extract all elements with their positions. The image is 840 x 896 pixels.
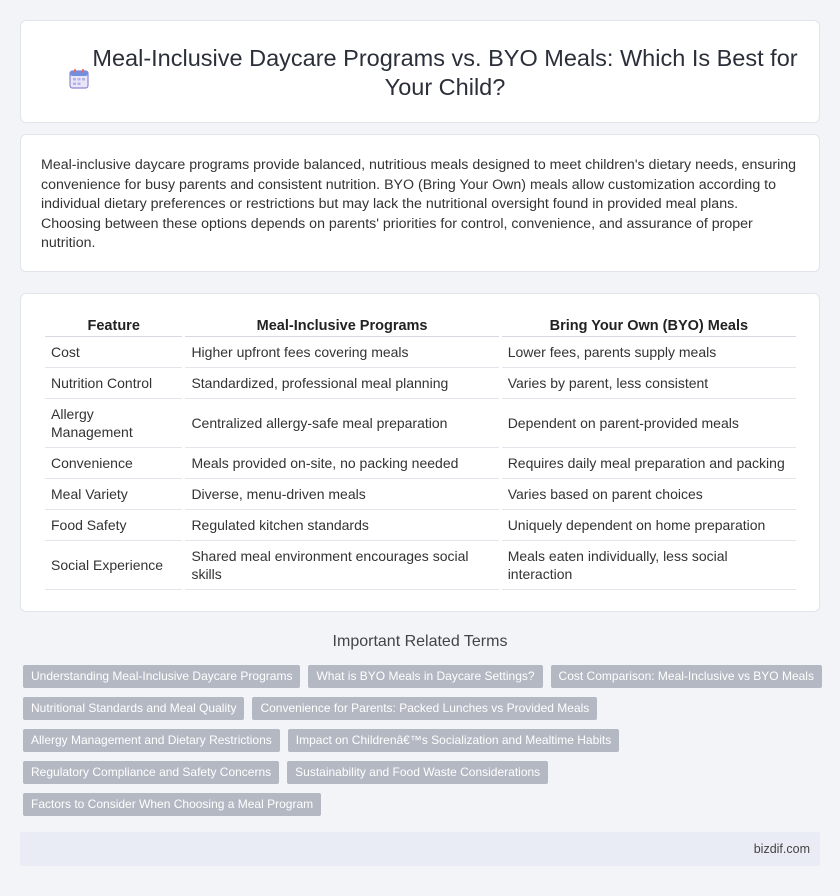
byo-cell: Requires daily meal preparation and packing: [502, 448, 796, 479]
feature-cell: Cost: [45, 337, 182, 368]
related-term-tag[interactable]: Convenience for Parents: Packed Lunches vs Provided Meals: [252, 697, 597, 720]
table-row: [45, 399, 796, 448]
related-terms-list: [23, 665, 823, 816]
intro-card: [20, 134, 820, 272]
meal-inclusive-cell: Meals provided on-site, no packing needed: [185, 448, 498, 479]
related-term-tag[interactable]: Cost Comparison: Meal-Inclusive vs BYO Meals: [551, 665, 822, 688]
meal-inclusive-cell: Diverse, menu-driven meals: [185, 479, 498, 510]
related-term-tag[interactable]: Sustainability and Food Waste Considerations: [287, 761, 548, 784]
column-header-byo: Bring Your Own (BYO) Meals: [502, 315, 796, 337]
related-term-tag[interactable]: Impact on Childrenâ€™s Socialization and Mealtime Habits: [288, 729, 620, 752]
related-term-tag[interactable]: Allergy Management and Dietary Restrictions: [23, 729, 280, 752]
feature-cell: Allergy Management: [45, 399, 182, 448]
table-row: [45, 479, 796, 510]
byo-cell: Dependent on parent-provided meals: [502, 399, 796, 448]
page-title: Meal-Inclusive Daycare Programs vs. BYO Meals: Which Is Best for Your Child?: [92, 45, 798, 100]
footer: [20, 832, 820, 866]
column-header-meal-inclusive: Meal-Inclusive Programs: [185, 315, 498, 337]
feature-cell: Food Safety: [45, 510, 182, 541]
related-term-tag[interactable]: Nutritional Standards and Meal Quality: [23, 697, 244, 720]
byo-cell: Lower fees, parents supply meals: [502, 337, 796, 368]
related-terms-title: Important Related Terms: [332, 633, 508, 650]
table-row: [45, 448, 796, 479]
column-header-feature: Feature: [45, 315, 182, 337]
related-term-tag[interactable]: What is BYO Meals in Daycare Settings?: [308, 665, 542, 688]
feature-cell: Convenience: [45, 448, 182, 479]
table-row: [45, 510, 796, 541]
byo-cell: Varies by parent, less consistent: [502, 368, 796, 399]
byo-cell: Uniquely dependent on home preparation: [502, 510, 796, 541]
comparison-table: [42, 315, 799, 590]
related-term-tag[interactable]: Factors to Consider When Choosing a Meal Program: [23, 793, 321, 816]
byo-cell: Meals eaten individually, less social interaction: [502, 541, 796, 590]
table-row: [45, 337, 796, 368]
feature-cell: Nutrition Control: [45, 368, 182, 399]
table-header-row: [45, 315, 796, 337]
meal-inclusive-cell: Higher upfront fees covering meals: [185, 337, 498, 368]
feature-cell: Social Experience: [45, 541, 182, 590]
footer-site-link[interactable]: bizdif.com: [753, 842, 810, 856]
related-term-tag[interactable]: Regulatory Compliance and Safety Concerns: [23, 761, 279, 784]
byo-cell: Varies based on parent choices: [502, 479, 796, 510]
feature-cell: Meal Variety: [45, 479, 182, 510]
table-row: [45, 541, 796, 590]
intro-paragraph: Meal-inclusive daycare programs provide balanced, nutritious meals designed to meet children's dietary needs, ensuring convenience for busy parents and consistent nutrition. BYO (Bring Your Own) meals allow customization according to individual dietary preferences or restrictions but may lack the nutritional oversight found in provided meal plans. Choosing between these options depends on parents' priorities for control, convenience, and assurance of proper nutrition.: [41, 157, 797, 252]
calendar-icon: [68, 68, 90, 90]
table-row: [45, 368, 796, 399]
meal-inclusive-cell: Standardized, professional meal planning: [185, 368, 498, 399]
meal-inclusive-cell: Centralized allergy-safe meal preparation: [185, 399, 498, 448]
meal-inclusive-cell: Shared meal environment encourages social skills: [185, 541, 498, 590]
comparison-card: [20, 293, 820, 612]
meal-inclusive-cell: Regulated kitchen standards: [185, 510, 498, 541]
related-term-tag[interactable]: Understanding Meal-Inclusive Daycare Programs: [23, 665, 300, 688]
